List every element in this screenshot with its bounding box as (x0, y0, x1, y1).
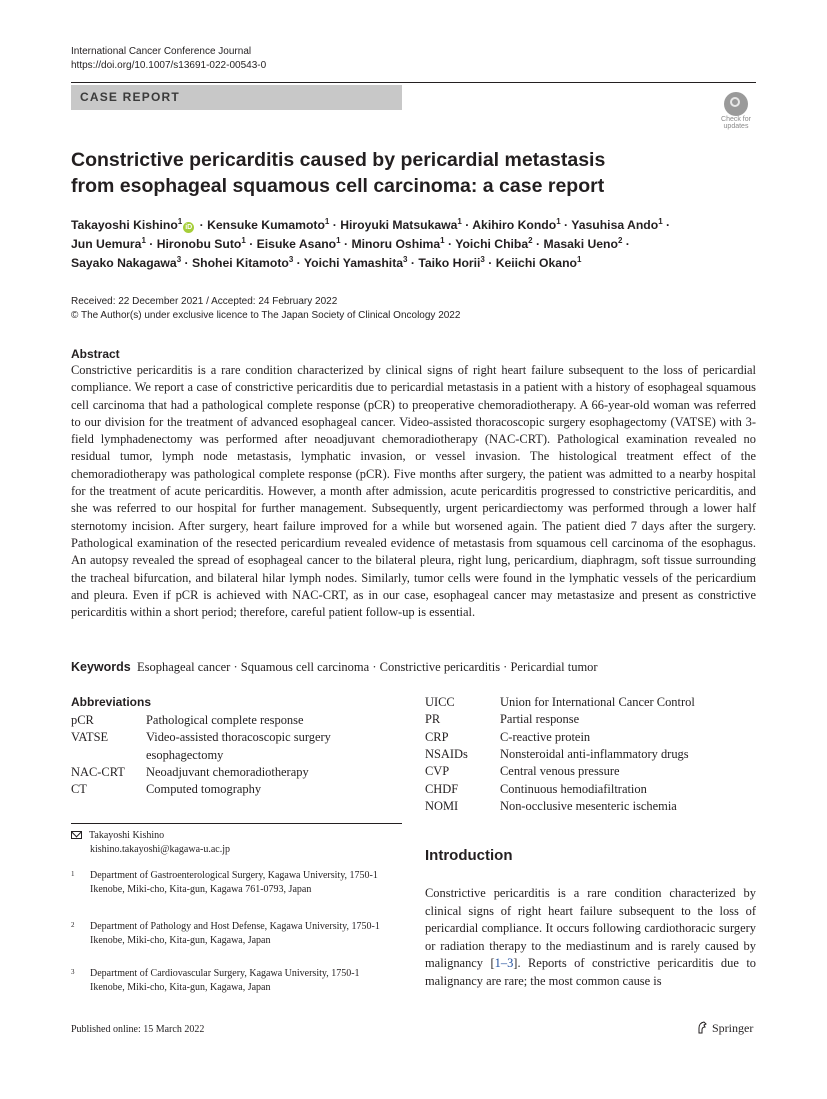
article-title (71, 147, 691, 199)
abbreviation-term: CVP (425, 764, 450, 779)
abbreviation-term: CT (71, 782, 87, 797)
author[interactable]: Taiko Horii (418, 256, 481, 270)
abbreviation-term: CRP (425, 729, 449, 744)
received-accepted: Received: 22 December 2021 / Accepted: 24 February 2022 (71, 296, 338, 307)
author[interactable]: Yoichi Yamashita (303, 256, 404, 270)
affiliation-number: 1 (71, 870, 75, 878)
author-separator: · (622, 237, 630, 251)
author-affiliation-number: 1 (241, 235, 246, 245)
author-list (71, 216, 761, 273)
author[interactable]: Sayako Nakagawa (71, 256, 177, 270)
abbreviation-definition: Pathological complete response (146, 713, 304, 727)
author-separator: · (662, 218, 671, 232)
author[interactable]: Yasuhisa Ando (571, 218, 659, 232)
keywords (71, 660, 761, 675)
journal-name: International Cancer Conference Journal (71, 46, 252, 57)
affiliation-text: Department of Gastroenterological Surgery, Kagawa University, 1750-1 Ikenobe, Miki-cho, Kita-gun, Kagawa 761-0793, Japan (90, 870, 378, 895)
author[interactable]: Keiichi Okano (495, 256, 577, 270)
publisher-logo (697, 1021, 753, 1036)
check-for-updates-badge[interactable] (716, 92, 756, 132)
corresponding-email[interactable]: kishino.takayoshi@kagawa-u.ac.jp (90, 844, 231, 855)
abbreviation-definition: Computed tomography (146, 782, 262, 797)
abbreviation-term: NSAIDs (425, 746, 468, 761)
author-affiliation-number: 3 (480, 254, 485, 264)
affiliation-number: 2 (71, 921, 75, 929)
author-affiliation-number: 2 (528, 235, 533, 245)
abbreviation-term: CHDF (425, 781, 459, 796)
corresponding-author (71, 829, 164, 843)
abbreviation-definition: Continuous hemodiafiltration (500, 781, 647, 796)
author[interactable]: Hiroyuki Matsukawa (340, 218, 458, 232)
published-date: Published online: 15 March 2022 (71, 1024, 205, 1035)
doi-link[interactable]: https://doi.org/10.1007/s13691-022-00543-0 (71, 60, 267, 71)
author[interactable]: Shohei Kitamoto (192, 256, 289, 270)
author-affiliation-number: 3 (176, 254, 182, 264)
corresponding-name: Takayoshi Kishino (89, 830, 165, 841)
article-type-bar: CASE REPORT (71, 85, 402, 110)
author-separator: · (181, 256, 192, 270)
footnote-rule (71, 823, 402, 824)
author-affiliation-number: 1 (336, 235, 341, 245)
author-affiliation-number: 1 (440, 235, 445, 245)
abbreviation-term: VATSE (71, 730, 109, 745)
abbreviation-term: NAC-CRT (71, 764, 125, 779)
introduction-text (425, 885, 756, 991)
author-separator: · (444, 237, 456, 251)
author-affiliation-number: 1 (141, 235, 146, 245)
author[interactable]: Minoru Oshima (351, 237, 441, 251)
author-separator: · (329, 218, 341, 232)
keywords-list: Esophageal cancer · Squamous cell carcinoma · Constrictive pericarditis · Pericardial tumor (137, 660, 598, 674)
envelope-icon (71, 831, 82, 839)
citation-link[interactable]: 1–3 (494, 956, 514, 971)
abbreviation-definition: C-reactive protein (500, 729, 591, 744)
abbreviation-definition: Nonsteroidal anti-inflammatory drugs (500, 746, 689, 761)
abbreviation-definition: Non-occlusive mesenteric ischemia (500, 798, 677, 813)
introduction-heading: Introduction (425, 847, 513, 864)
abbreviation-term: UICC (425, 695, 455, 709)
affiliation-text: Department of Cardiovascular Surgery, Kagawa University, 1750-1 Ikenobe, Miki-cho, Kita-gun, Kagawa, Japan (90, 968, 360, 993)
author-separator: · (293, 256, 304, 270)
title-line-2: from esophageal squamous cell carcinoma: a case report (71, 175, 605, 197)
author-separator: · (532, 237, 544, 251)
author[interactable]: Eisuke Asano (256, 237, 337, 251)
journal-header (71, 45, 266, 73)
author-separator: · (560, 218, 572, 232)
author-separator: · (461, 218, 473, 232)
orcid-icon[interactable]: iD (185, 224, 193, 231)
author[interactable]: Yoichi Chiba (455, 237, 529, 251)
intro-text-after: ]. Reports of constrictive pericarditis due to malignancy are rare; the most common cause is (425, 956, 756, 988)
author[interactable]: Jun Uemura (71, 237, 142, 251)
author[interactable]: Hironobu Suto (156, 237, 242, 251)
abbreviation-term: NOMI (425, 798, 459, 813)
check-updates-label: Check for updates (721, 116, 751, 130)
author-affiliation-number: 1 (556, 216, 561, 226)
abbreviation-definition: esophagectomy (146, 747, 224, 762)
author-affiliation-number: 1 (324, 216, 330, 226)
author-affiliation-number: 1 (457, 216, 462, 226)
author-separator: · (145, 237, 157, 251)
author-affiliation-number: 1 (658, 216, 663, 226)
author-separator: · (484, 256, 496, 270)
author[interactable]: Masaki Ueno (543, 237, 618, 251)
author[interactable]: Akihiro Kondo (472, 218, 557, 232)
author-affiliation-number: 3 (288, 254, 294, 264)
abbreviations-heading: Abbreviations (71, 695, 152, 709)
author-affiliation-number: 2 (617, 235, 623, 245)
header-rule (71, 82, 756, 83)
abstract-text: Constrictive pericarditis is a rare condition characterized by clinical signs of right heart failure subsequent to the loss of pericardial compliance. We report a case of constrictive pericarditis due to pericardial metastasis in a patient with a history of esophageal squamous cell carcinoma that had a pathological complete response (pCR) to preoperative chemoradiotherapy. A 66-year-old woman was referred to our division for the treatment of advanced esophageal cancer. Video-assisted thoracoscopic surgery esophagectomy (VATSE) with 3-field lymphadenectomy was performed after neoadjuvant chemoradiotherapy (NAC-CRT). Pathological examination revealed no residual tumor, lymph node metastasis, lymphatic invasion, or vessel invasion. The histological treatment effect of the chemoradiotherapy was pathological complete response (pCR). Five months after surgery, the patient was admitted to a nearby hospital for the treatment of acute pericarditis. However, a month after admission, acute pericarditis progressed to constrictive pericarditis, and she was referred to our hospital for further management. Subsequently, urgent pericardiectomy was performed through a lower half sternotomy incision. After surgery, heart failure improved for a while but worsened again. The patient died 7 days after the surgery. Pathological examination of the resected pericardium revealed evidence of metastasis from squamous cell carcinoma of the esophagus. An autopsy revealed the spread of esophageal cancer to the bilateral pleura, right lung, pericardium, diaphragm, soft tissue surrounding the tracheal bifurcation, and bilateral hilar lymph nodes. Similarly, tumor cells were found in the lymphatic vessels of the pericardium and pleura. Even if pCR is achieved with NAC-CRT, as in our case, esophageal cancer may metastasize and present as constrictive pericarditis within a short period; therefore, careful patient follow-up is essential. (71, 363, 756, 620)
abbreviation-definition: Union for International Cancer Control (500, 695, 695, 709)
springer-horse-icon (697, 1021, 708, 1034)
title-line-1: Constrictive pericarditis caused by pericardial metastasis (71, 149, 606, 171)
author-affiliation-number: 1 (576, 254, 582, 264)
author[interactable]: Takayoshi Kishino (71, 218, 178, 232)
copyright: © The Author(s) under exclusive licence to The Japan Society of Clinical Oncology 2022 (71, 310, 461, 321)
article-dates (71, 295, 460, 323)
author-separator: · (245, 237, 257, 251)
publisher-name: Springer (712, 1021, 754, 1035)
author-affiliation-number: 1 (177, 216, 183, 226)
author-affiliation-number: 3 (403, 254, 408, 264)
abbreviation-definition: Neoadjuvant chemoradiotherapy (146, 764, 309, 779)
keywords-label: Keywords (71, 660, 131, 674)
abbreviation-definition: Video-assisted thoracoscopic surgery (146, 730, 331, 745)
abbreviation-definition: Central venous pressure (500, 764, 620, 779)
abbreviation-term: pCR (71, 713, 94, 727)
affiliation-number: 3 (71, 968, 75, 976)
abbreviation-term: PR (425, 712, 441, 727)
affiliation-text: Department of Pathology and Host Defense, Kagawa University, 1750-1 Ikenobe, Miki-cho, Kita-gun, Kagawa, Japan (90, 921, 380, 946)
author[interactable]: Kensuke Kumamoto (207, 218, 325, 232)
author-separator: · (196, 218, 208, 232)
intro-text-before: Constrictive pericarditis is a rare condition characterized by clinical signs of right heart failure subsequent to the loss of pericardial compliance. It occurs following cardiothoracic surgery or radiation therapy to the mediastinum and is rarely caused by malignancy [ (425, 886, 756, 971)
author-separator: · (340, 237, 352, 251)
check-updates-icon (724, 92, 748, 116)
author-separator: · (407, 256, 419, 270)
abstract-heading: Abstract (71, 347, 120, 361)
abbreviation-definition: Partial response (500, 712, 580, 727)
